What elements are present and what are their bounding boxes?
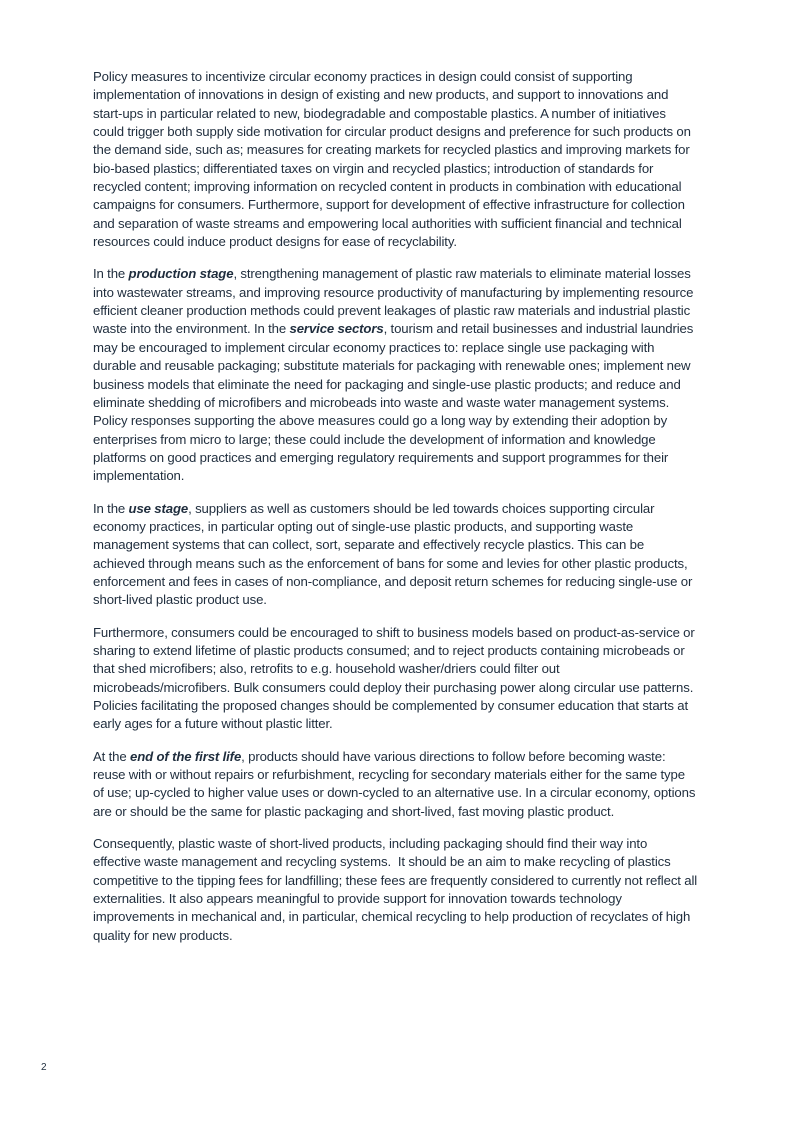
text-run: , suppliers as well as customers should be led towards choices supporting circular economy practices, in particular opting out of single-use plastic products, and supporting waste management systems that can collect, sort, separate and effectively recycle plastics. This can be achieved through means such as the enforcement of bans for some and levies for other plastic products, enforcement and fees in cases of non-compliance, and deposit return schemes for reducing single-use or short-lived plastic product use. — [93, 500, 696, 608]
emphasis-phrase: service sectors — [289, 321, 384, 337]
text-run: At the — [93, 748, 130, 764]
paragraph — [93, 265, 698, 485]
text-run: Consequently, plastic waste of short-lived products, including packaging should find their way into effective waste management and recycling systems. It should be an aim to make recycling of plastics competitive to the tipping fees for landfilling; these fees are frequently considered to currently not reflect all externalities. It also appears meaningful to provide support for innovation towards technology improvements in mechanical and, in particular, chemical recycling to help production of recyclates of high quality for new products. — [93, 836, 701, 943]
emphasis-phrase: end of the first life — [129, 748, 242, 764]
emphasis-phrase: use stage — [128, 500, 189, 516]
paragraph — [93, 748, 698, 821]
text-run: , products should have various directions to follow before becoming waste: reuse with or without repairs or refurbishment, recycling for secondary materials either for the same type of use; up-cycled to higher value uses or down-cycled to an alternative use. In a circular economy, options are or should be the same for plastic packaging and short-lived, fast moving plastic product. — [93, 748, 699, 819]
body-text-column — [93, 68, 701, 945]
text-run: , strengthening management of plastic raw materials to eliminate material losses into wastewater streams, and improving resource productivity of manufacturing by implementing resource efficient cleaner production methods could prevent leakages of plastic raw materials and industrial plastic waste into the environment. In the — [93, 266, 697, 337]
paragraph — [93, 68, 698, 251]
text-run: In the — [93, 266, 129, 282]
text-run: In the — [93, 500, 129, 516]
text-run: , tourism and retail businesses and industrial laundries may be encouraged to implement circular economy practices to: replace single use packaging with durable and reusable packaging; substitute materials for packaging with renewable ones; implement new business models that eliminate the need for packaging and single-use plastic products; and reduce and eliminate shedding of microfibers and microbeads into waste and waste water management systems. Policy responses supporting the above measures could go a long way by extending their adoption by enterprises from micro to large; these could include the development of information and knowledge platforms on good practices and emerging regulatory requirements and support programmes for their implementation. — [93, 321, 697, 484]
emphasis-phrase: production stage — [128, 266, 234, 282]
page-number: 2 — [41, 1062, 47, 1073]
paragraph — [93, 835, 701, 945]
paragraph — [93, 624, 698, 734]
text-run: Policy measures to incentivize circular economy practices in design could consist of supporting implementation of innovations in design of existing and new products, and support to innovations and start-ups in particular related to new, biodegradable and compostable plastics. A number of initiatives could trigger both supply side motivation for circular product designs and preference for such products on the demand side, such as; measures for creating markets for recycled plastics and improving markets for bio-based plastics; differentiated taxes on virgin and recycled plastics; introduction of standards for recycled content; improving information on recycled content in products in combination with educational campaigns for consumers. Furthermore, support for development of effective infrastructure for collection and separation of waste streams and empowering local authorities with sufficient financial and technical resources could induce product designs for ease of recyclability. — [93, 69, 695, 250]
text-run: Furthermore, consumers could be encouraged to shift to business models based on product-as-service or sharing to extend lifetime of plastic products consumed; and to reject products containing microbeads or that shed microfibers; also, retrofits to e.g. household washer/driers could filter out microbeads/microfibers. Bulk consumers could deploy their purchasing power along circular use patterns. Policies facilitating the proposed changes should be complemented by consumer education that starts at early ages for a future without plastic litter. — [93, 624, 699, 732]
paragraph — [93, 500, 698, 610]
